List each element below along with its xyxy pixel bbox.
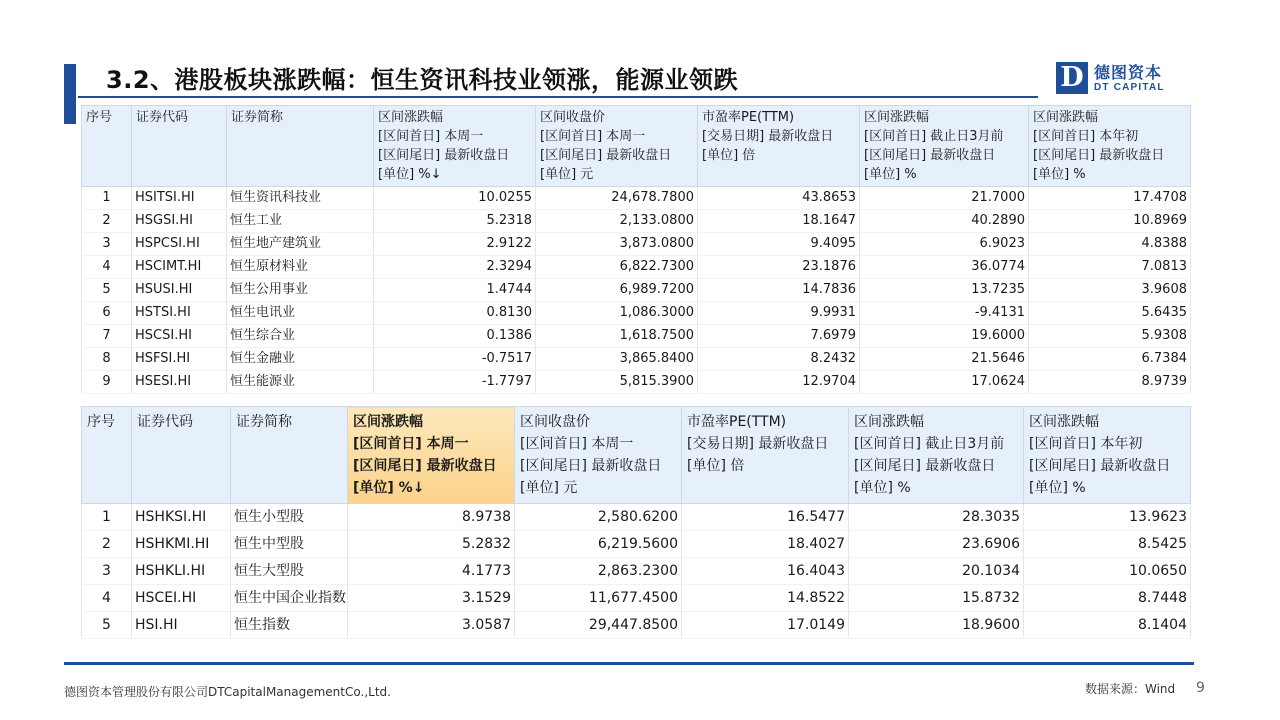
column-header-line: 区间涨跌幅 (353, 414, 423, 430)
table-cell: 恒生地产建筑业 (227, 233, 374, 256)
column-header-line: 区间涨跌幅 (1029, 414, 1099, 430)
table-cell: 恒生电讯业 (227, 302, 374, 325)
table-cell: 19.6000 (860, 325, 1029, 348)
table-cell: 10.0255 (374, 187, 536, 210)
footer-divider (64, 662, 1194, 665)
column-header-line: [区间尾日] 最新收盘日 (540, 148, 672, 163)
table-row[interactable] (82, 531, 1191, 558)
column-header-line: 序号 (86, 110, 113, 125)
table-cell: 13.9623 (1024, 504, 1191, 531)
table-cell: 9.9931 (698, 302, 860, 325)
table-cell: 1,086.3000 (536, 302, 698, 325)
table-row[interactable] (82, 371, 1191, 394)
column-header[interactable] (860, 106, 1029, 187)
table-cell: HSI.HI (132, 612, 231, 639)
column-header-line: [单位] % (854, 480, 911, 496)
table-cell: HSESI.HI (132, 371, 227, 394)
table-row[interactable] (82, 585, 1191, 612)
table-cell: 2.3294 (374, 256, 536, 279)
table-row[interactable] (82, 233, 1191, 256)
column-header-line: 区间涨跌幅 (864, 110, 930, 125)
table-cell: 14.7836 (698, 279, 860, 302)
column-header-line: [单位] %↓ (353, 480, 425, 496)
table-header-row (82, 407, 1191, 504)
column-header-line: [区间首日] 本年初 (1029, 436, 1143, 452)
table-cell: 8.5425 (1024, 531, 1191, 558)
table-cell: 4 (82, 585, 132, 612)
table-cell: 8.2432 (698, 348, 860, 371)
table-cell: 6 (82, 302, 132, 325)
column-header-line: [单位] 元 (540, 167, 594, 182)
table-cell: 17.0149 (682, 612, 849, 639)
table-row[interactable] (82, 325, 1191, 348)
table-row[interactable] (82, 558, 1191, 585)
column-header-line: [区间首日] 截止日3月前 (864, 129, 1004, 144)
column-header-line: 序号 (87, 414, 115, 430)
table-cell: 8.7448 (1024, 585, 1191, 612)
table-cell: 11,677.4500 (515, 585, 682, 612)
footer-company-name: 德图资本管理股份有限公司DTCapitalManagementCo.,Ltd. (64, 685, 391, 699)
column-header-line: 市盈率PE(TTM) (702, 110, 795, 125)
table-cell: 6.9023 (860, 233, 1029, 256)
column-header-line: [区间尾日] 最新收盘日 (864, 148, 996, 163)
table-cell: 3.9608 (1029, 279, 1191, 302)
table-cell: 16.4043 (682, 558, 849, 585)
table-cell: 5.2318 (374, 210, 536, 233)
table-cell: 恒生工业 (227, 210, 374, 233)
table-cell: 1,618.7500 (536, 325, 698, 348)
table-cell: 4.1773 (348, 558, 515, 585)
table-cell: HSITSI.HI (132, 187, 227, 210)
table-cell: 43.8653 (698, 187, 860, 210)
table-cell: 9.4095 (698, 233, 860, 256)
column-header[interactable] (1024, 407, 1191, 504)
column-header-line: [区间首日] 本周一 (378, 129, 484, 144)
table-cell: HSFSI.HI (132, 348, 227, 371)
column-header[interactable] (348, 407, 515, 504)
table-cell: 恒生原材料业 (227, 256, 374, 279)
column-header-line: [区间首日] 本年初 (1033, 129, 1139, 144)
table-cell: 3.0587 (348, 612, 515, 639)
column-header-line: 证券简称 (236, 414, 292, 430)
table-cell: 18.4027 (682, 531, 849, 558)
table-cell: 3.1529 (348, 585, 515, 612)
column-header-line: 区间涨跌幅 (854, 414, 924, 430)
table-cell: HSGSI.HI (132, 210, 227, 233)
column-header-line: [区间尾日] 最新收盘日 (353, 458, 497, 474)
company-logo (1056, 62, 1180, 96)
table-row[interactable] (82, 612, 1191, 639)
table-cell: -9.4131 (860, 302, 1029, 325)
table-header-row (82, 106, 1191, 187)
title-accent-bar (64, 64, 76, 124)
table-cell: 17.0624 (860, 371, 1029, 394)
column-header-line: [单位] 倍 (687, 458, 745, 474)
column-header-line: [单位] % (1033, 167, 1086, 182)
column-header[interactable] (132, 407, 231, 504)
column-header[interactable] (682, 407, 849, 504)
table-cell: 23.6906 (849, 531, 1024, 558)
column-header[interactable] (132, 106, 227, 187)
column-header[interactable] (536, 106, 698, 187)
table-cell: 2 (82, 531, 132, 558)
table-cell: 7 (82, 325, 132, 348)
table-cell: -1.7797 (374, 371, 536, 394)
column-header-line: [单位] 倍 (702, 148, 756, 163)
table-cell: 16.5477 (682, 504, 849, 531)
table-cell: 18.1647 (698, 210, 860, 233)
table-cell: 18.9600 (849, 612, 1024, 639)
column-header-line: 区间涨跌幅 (378, 110, 444, 125)
table-cell: HSPCSI.HI (132, 233, 227, 256)
table-cell: 0.1386 (374, 325, 536, 348)
table-cell: 0.8130 (374, 302, 536, 325)
table-cell: 1 (82, 187, 132, 210)
table-cell: 28.3035 (849, 504, 1024, 531)
table-cell: 15.8732 (849, 585, 1024, 612)
table-cell: 20.1034 (849, 558, 1024, 585)
table-cell: 2.9122 (374, 233, 536, 256)
column-header-line: [单位] % (1029, 480, 1086, 496)
column-header-line: [区间尾日] 最新收盘日 (854, 458, 996, 474)
column-header-line: [区间尾日] 最新收盘日 (1033, 148, 1165, 163)
table-cell: 9 (82, 371, 132, 394)
column-header-line: 区间收盘价 (540, 110, 606, 125)
index-performance-table (81, 406, 1191, 639)
table-cell: 6,219.5600 (515, 531, 682, 558)
table-cell: 5.6435 (1029, 302, 1191, 325)
sector-performance-table (81, 105, 1191, 394)
table-cell: 5,815.3900 (536, 371, 698, 394)
table-cell: 10.8969 (1029, 210, 1191, 233)
table-row[interactable] (82, 302, 1191, 325)
logo-english-name: DT CAPITAL (1094, 82, 1165, 93)
table-cell: 8.9739 (1029, 371, 1191, 394)
column-header[interactable] (82, 106, 132, 187)
table-row[interactable] (82, 504, 1191, 531)
column-header-line: [区间首日] 本周一 (520, 436, 634, 452)
data-source-note: 数据来源：Wind (1085, 682, 1176, 696)
table-cell: HSCIMT.HI (132, 256, 227, 279)
column-header-line: 证券代码 (136, 110, 189, 125)
table-cell: 3 (82, 558, 132, 585)
column-header-line: [单位] %↓ (378, 167, 442, 182)
column-header-line: 区间涨跌幅 (1033, 110, 1099, 125)
table-cell: HSCSI.HI (132, 325, 227, 348)
table-cell: 5 (82, 279, 132, 302)
table-cell: 2 (82, 210, 132, 233)
table-cell: 1.4744 (374, 279, 536, 302)
column-header-line: [交易日期] 最新收盘日 (702, 129, 834, 144)
table-cell: HSCEI.HI (132, 585, 231, 612)
table-cell: 6.7384 (1029, 348, 1191, 371)
table-cell: 6,989.7200 (536, 279, 698, 302)
table-cell: HSHKMI.HI (132, 531, 231, 558)
table-cell: 12.9704 (698, 371, 860, 394)
title-underline (78, 96, 1038, 98)
table-cell: 恒生中型股 (231, 531, 348, 558)
table-cell: 恒生能源业 (227, 371, 374, 394)
table-cell: HSHKSI.HI (132, 504, 231, 531)
table-row[interactable] (82, 256, 1191, 279)
table-cell: 24,678.7800 (536, 187, 698, 210)
table-row[interactable] (82, 348, 1191, 371)
column-header[interactable] (515, 407, 682, 504)
table-cell: 恒生公用事业 (227, 279, 374, 302)
table-cell: 17.4708 (1029, 187, 1191, 210)
column-header[interactable] (1029, 106, 1191, 187)
column-header[interactable] (374, 106, 536, 187)
table-cell: 1 (82, 504, 132, 531)
slide-title: 3.2、港股板块涨跌幅：恒生资讯科技业领涨，能源业领跌 (106, 66, 739, 94)
table-cell: 8.9738 (348, 504, 515, 531)
column-header-line: [单位] 元 (520, 480, 578, 496)
table-cell: 4 (82, 256, 132, 279)
table-cell: 恒生金融业 (227, 348, 374, 371)
table-cell: HSHKLI.HI (132, 558, 231, 585)
table-cell: 8 (82, 348, 132, 371)
table-cell: HSTSI.HI (132, 302, 227, 325)
column-header-line: [区间首日] 本周一 (540, 129, 646, 144)
table-cell: 10.0650 (1024, 558, 1191, 585)
table-row[interactable] (82, 210, 1191, 233)
column-header-line: [区间首日] 本周一 (353, 436, 469, 452)
logo-mark-icon: D (1056, 62, 1088, 94)
table-cell: 3 (82, 233, 132, 256)
table-cell: 2,863.2300 (515, 558, 682, 585)
column-header-line: [区间尾日] 最新收盘日 (520, 458, 662, 474)
column-header-line: [单位] % (864, 167, 917, 182)
page-number: 9 (1196, 680, 1205, 696)
table-cell: 7.6979 (698, 325, 860, 348)
table-cell: 3,873.0800 (536, 233, 698, 256)
table-cell: 7.0813 (1029, 256, 1191, 279)
table-cell: 36.0774 (860, 256, 1029, 279)
column-header-line: [交易日期] 最新收盘日 (687, 436, 829, 452)
table-row[interactable] (82, 279, 1191, 302)
column-header-line: 证券代码 (137, 414, 193, 430)
table-row[interactable] (82, 187, 1191, 210)
table-cell: 恒生资讯科技业 (227, 187, 374, 210)
table-cell: 8.1404 (1024, 612, 1191, 639)
table-cell: 2,580.6200 (515, 504, 682, 531)
column-header-line: 市盈率PE(TTM) (687, 414, 787, 430)
table-cell: 恒生小型股 (231, 504, 348, 531)
table-cell: 21.7000 (860, 187, 1029, 210)
table-cell: 4.8388 (1029, 233, 1191, 256)
column-header[interactable] (227, 106, 374, 187)
table-cell: 3,865.8400 (536, 348, 698, 371)
table-cell: 5 (82, 612, 132, 639)
table-cell: 恒生中国企业指数 (231, 585, 348, 612)
column-header-line: [区间尾日] 最新收盘日 (378, 148, 510, 163)
table-cell: 13.7235 (860, 279, 1029, 302)
table-cell: -0.7517 (374, 348, 536, 371)
logo-chinese-name: 德图资本 (1094, 63, 1163, 82)
column-header[interactable] (849, 407, 1024, 504)
table-cell: 29,447.8500 (515, 612, 682, 639)
table-cell: 5.9308 (1029, 325, 1191, 348)
table-cell: 恒生综合业 (227, 325, 374, 348)
table-cell: 5.2832 (348, 531, 515, 558)
column-header-line: [区间首日] 截止日3月前 (854, 436, 1005, 452)
column-header[interactable] (82, 407, 132, 504)
table-cell: 6,822.7300 (536, 256, 698, 279)
column-header[interactable] (231, 407, 348, 504)
table-cell: 14.8522 (682, 585, 849, 612)
column-header[interactable] (698, 106, 860, 187)
column-header-line: [区间尾日] 最新收盘日 (1029, 458, 1171, 474)
table-cell: HSUSI.HI (132, 279, 227, 302)
table-cell: 2,133.0800 (536, 210, 698, 233)
table-cell: 23.1876 (698, 256, 860, 279)
table-cell: 恒生大型股 (231, 558, 348, 585)
table-cell: 21.5646 (860, 348, 1029, 371)
column-header-line: 区间收盘价 (520, 414, 590, 430)
column-header-line: 证券简称 (231, 110, 284, 125)
table-cell: 40.2890 (860, 210, 1029, 233)
table-cell: 恒生指数 (231, 612, 348, 639)
